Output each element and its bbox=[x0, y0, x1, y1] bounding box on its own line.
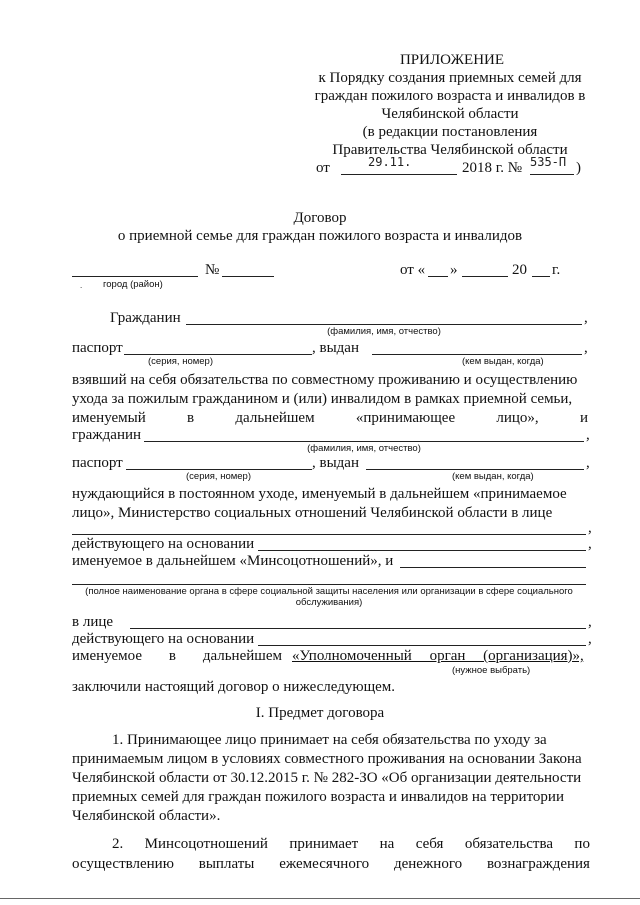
citizen2-passport-label: паспорт bbox=[72, 455, 123, 471]
para3-basis-line bbox=[258, 645, 586, 646]
citizen2-comma: , bbox=[586, 427, 590, 443]
para1-line-1: взявший на себя обязательства по совместному проживанию и осуществлению bbox=[72, 372, 578, 388]
citizen1-issued-comma: , bbox=[584, 340, 588, 356]
city-dot: . bbox=[80, 281, 83, 290]
date-month-line bbox=[462, 276, 508, 277]
date-day-line bbox=[428, 276, 448, 277]
citizen1-label: Гражданин bbox=[110, 310, 181, 326]
appendix-number-line bbox=[530, 174, 574, 175]
citizen2-issued-label: , выдан bbox=[312, 455, 359, 471]
section1-p1-line-4: приемных семей для граждан пожилого возраста и инвалидов на территории bbox=[72, 789, 564, 805]
contract-title: Договор bbox=[293, 210, 347, 226]
para3-basis-comma: , bbox=[588, 631, 592, 647]
appendix-line-3: Челябинской области bbox=[381, 106, 519, 122]
para1-word-5: лицо», bbox=[496, 410, 539, 426]
section1-heading: I. Предмет договора bbox=[255, 705, 385, 721]
citizen1-issued-line bbox=[372, 354, 582, 355]
page-bottom-edge bbox=[0, 898, 640, 899]
appendix-close-paren: ) bbox=[576, 160, 581, 176]
appendix-title: ПРИЛОЖЕНИЕ bbox=[399, 52, 505, 68]
section1-p2-word-10: ежемесячного bbox=[279, 856, 370, 872]
section1-p2-word-2: Минсоцотношений bbox=[144, 836, 268, 852]
organ-name-line bbox=[72, 584, 586, 585]
para1-line-4: гражданин bbox=[72, 427, 142, 443]
section1-p2-line-2 bbox=[72, 856, 590, 873]
number-label: № bbox=[205, 262, 220, 278]
city-caption: город (район) bbox=[103, 279, 163, 290]
date-year-suffix: г. bbox=[552, 262, 561, 278]
para1-word-3: дальнейшем bbox=[235, 410, 315, 426]
para3-person-line bbox=[130, 628, 586, 629]
section1-p2-word-9: выплаты bbox=[198, 856, 255, 872]
para1-line-2: ухода за пожилым гражданином и (или) инвалидом в рамках приемной семьи, bbox=[72, 391, 573, 407]
citizen1-fio-line bbox=[186, 324, 582, 325]
appendix-date-value: 29.11. bbox=[368, 155, 412, 169]
para2-line-1: нуждающийся в постоянном уходе, именуемый в дальнейшем «принимаемое bbox=[72, 486, 567, 502]
date-from-label: от « bbox=[400, 262, 426, 278]
appendix-date-middle: 2018 г. № bbox=[462, 160, 523, 176]
section1-p2-word-3: принимает bbox=[289, 836, 359, 852]
date-quote-close: » bbox=[450, 262, 458, 278]
citizen1-passport-label: паспорт bbox=[72, 340, 123, 356]
para2-blank-comma: , bbox=[588, 520, 592, 536]
appendix-number-value: 535-П bbox=[530, 155, 567, 169]
section1-p2-word-11: денежного bbox=[393, 856, 463, 872]
para3-word-2: в bbox=[168, 648, 176, 664]
number-line bbox=[222, 276, 274, 277]
para1-word-2: в bbox=[187, 410, 195, 426]
para3-in-person: в лице bbox=[72, 614, 114, 630]
section1-p2-word-7: по bbox=[574, 836, 590, 852]
citizen1-series-caption: (серия, номер) bbox=[148, 356, 214, 367]
section1-p2-word-1: 2. bbox=[112, 836, 124, 852]
appendix-line-1: к Порядку создания приемных семей для bbox=[318, 70, 582, 86]
para2-line-4: именуемое в дальнейшем «Минсоцотношений», и bbox=[72, 553, 394, 569]
citizen2-fio-caption: (фамилия, имя, отчество) bbox=[307, 443, 421, 454]
para2-line-3: действующего на основании bbox=[72, 536, 255, 552]
city-line bbox=[72, 276, 198, 277]
section1-p2-word-5: себя bbox=[415, 836, 444, 852]
para3-choose-caption: (нужное выбрать) bbox=[452, 665, 531, 676]
citizen1-comma: , bbox=[584, 310, 588, 326]
para2-basis-line bbox=[258, 550, 586, 551]
section1-p2-word-8: осуществлению bbox=[72, 856, 174, 872]
para3-acting: действующего на основании bbox=[72, 631, 255, 647]
para3-person-comma: , bbox=[588, 614, 592, 630]
appendix-line-2: граждан пожилого возраста и инвалидов в bbox=[314, 88, 586, 104]
para1-word-4: «принимающее bbox=[355, 410, 456, 426]
section1-p1-line-2: принимаемым лицом в условиях совместного проживания на основании Закона bbox=[72, 751, 582, 767]
section1-p1-line-5: Челябинской области». bbox=[72, 808, 221, 824]
para3-authorized: «Уполномоченный орган (организация)», bbox=[292, 648, 584, 664]
para1-line-3 bbox=[72, 410, 588, 427]
date-year-line bbox=[532, 276, 550, 277]
para2-blank-line bbox=[72, 534, 586, 535]
date-year-prefix: 20 bbox=[512, 262, 527, 278]
citizen1-issued-label: , выдан bbox=[312, 340, 359, 356]
organ-caption-2: обслуживания) bbox=[295, 597, 363, 608]
section1-p2-word-6: обязательства bbox=[464, 836, 553, 852]
citizen2-issued-line bbox=[366, 469, 584, 470]
para1-word-1: именуемый bbox=[72, 410, 146, 426]
section1-p1-line-3: Челябинской области от 30.12.2015 г. № 282-ЗО «Об организации деятельности bbox=[72, 770, 582, 786]
para2-line-2: лицо», Министерство социальных отношений Челябинской области в лице bbox=[72, 505, 553, 521]
citizen2-issued-comma: , bbox=[586, 455, 590, 471]
appendix-date-line bbox=[341, 174, 457, 175]
para2-basis-comma: , bbox=[588, 536, 592, 552]
appendix-line-5: Правительства Челябинской области bbox=[332, 142, 568, 158]
para3-word-3: дальнейшем bbox=[202, 648, 282, 664]
para3-concluded: заключили настоящий договор о нижеследующем. bbox=[72, 679, 396, 695]
section1-p2-word-12: вознаграждения bbox=[486, 856, 590, 872]
para3-word-1: именуемое bbox=[72, 648, 142, 664]
para3-named-row bbox=[72, 648, 282, 665]
section1-p1-line-1: 1. Принимающее лицо принимает на себя обязательства по уходу за bbox=[112, 732, 547, 748]
citizen2-series-caption: (серия, номер) bbox=[186, 471, 252, 482]
para1-word-6: и bbox=[579, 410, 588, 426]
section1-p2-line-1 bbox=[112, 836, 590, 853]
citizen2-passport-line bbox=[126, 469, 312, 470]
citizen2-fio-line bbox=[144, 441, 584, 442]
organ-caption-1: (полное наименование органа в сфере социальной защиты населения или организации в сфере социального bbox=[85, 586, 573, 597]
appendix-line-4: (в редакции постановления bbox=[362, 124, 538, 140]
contract-subtitle: о приемной семье для граждан пожилого возраста и инвалидов bbox=[117, 228, 523, 244]
section1-p2-word-4: на bbox=[379, 836, 395, 852]
citizen1-passport-line bbox=[124, 354, 312, 355]
citizen1-fio-caption: (фамилия, имя, отчество) bbox=[327, 326, 441, 337]
citizen1-issuer-caption: (кем выдан, когда) bbox=[462, 356, 544, 367]
citizen2-issuer-caption: (кем выдан, когда) bbox=[452, 471, 534, 482]
para2-and-line bbox=[400, 567, 586, 568]
appendix-date-prefix: от bbox=[316, 160, 330, 176]
